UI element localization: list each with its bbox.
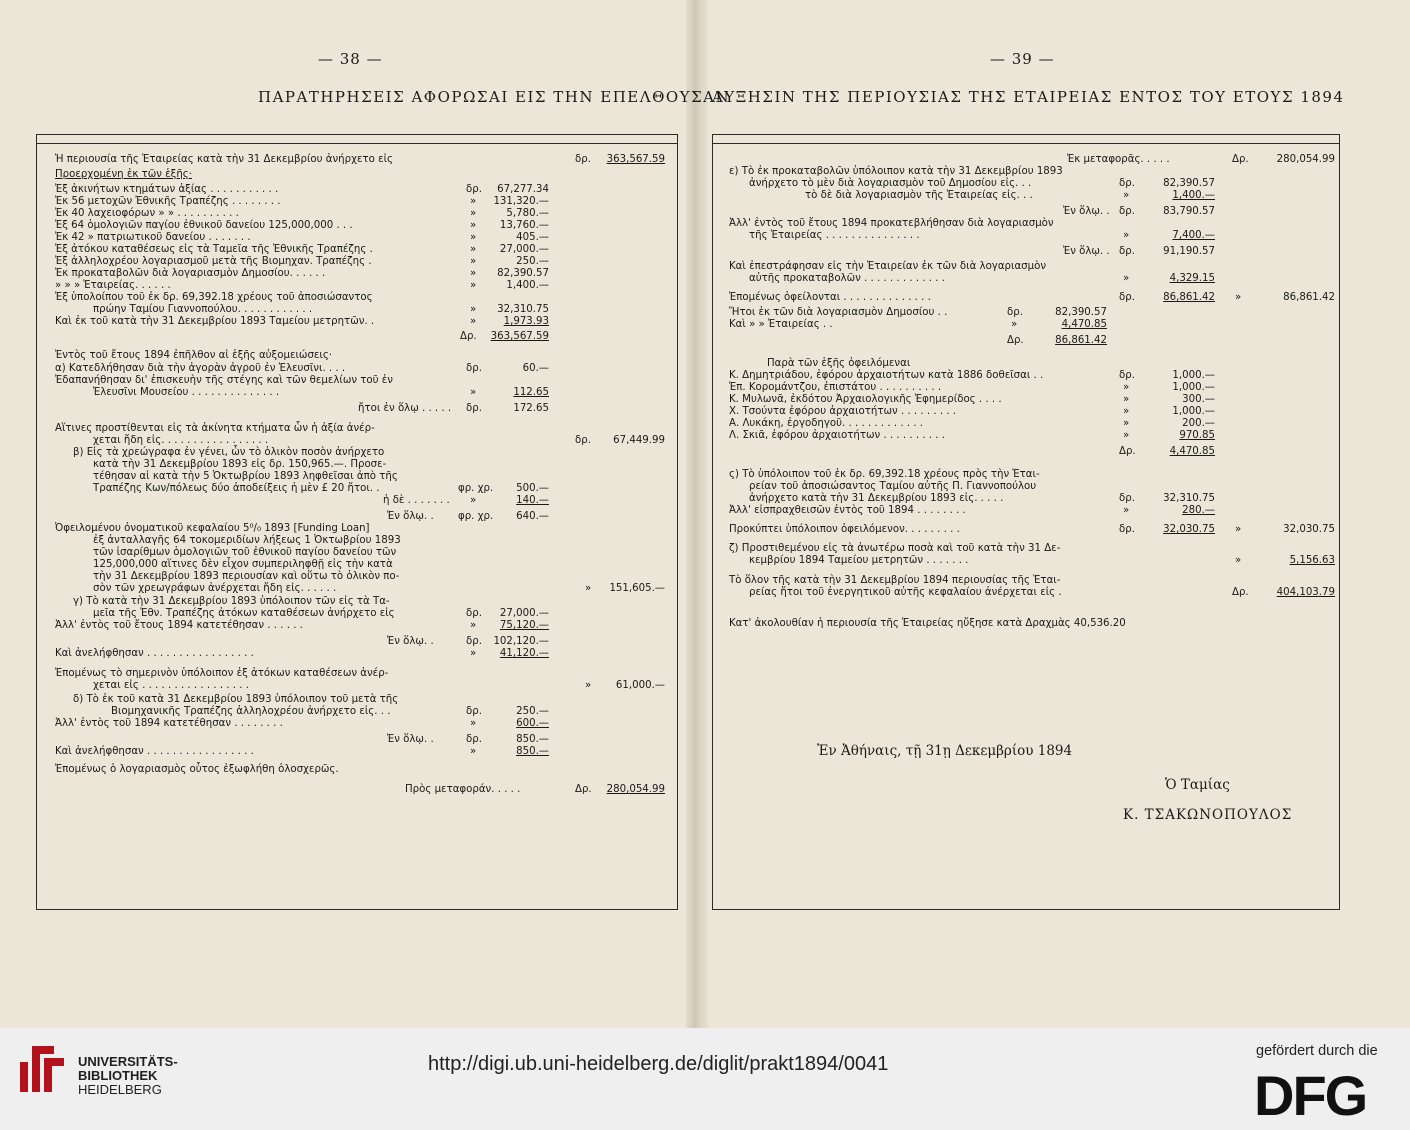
ledger-line-text: Ἐκ 56 μετοχῶν Ἐθνικῆς Τραπέζης . . . . . . . . (55, 196, 281, 207)
ledger-line-text: Ἐξ ὑπολοίπου τοῦ ἐκ δρ. 69,392.18 χρέους τοῦ ἀποσιώσαντος (55, 292, 373, 303)
amount-value: 850.— (516, 734, 549, 745)
ledger-line-text: Ἤτοι ἐκ τῶν διὰ λογαριασμὸν Δημοσίου . . (729, 307, 948, 318)
currency-marker: δρ. (575, 435, 591, 446)
amount-value: 1,000.— (1172, 382, 1215, 393)
ledger-line-text: Ἐπ. Κορομάντζου, ἐπιστάτου . . . . . . . . . . (729, 382, 942, 393)
currency-marker: δρ. (466, 363, 482, 374)
currency-marker: » (470, 268, 477, 279)
ledger-line-text: Ἐκ 40 λαχειοφόρων » » . . . . . . . . . . (55, 208, 239, 219)
library-name (78, 1055, 178, 1097)
ledger-line-text: Ἀλλ' ἐντὸς τοῦ 1894 κατετέθησαν . . . . . . . . (55, 718, 283, 729)
ledger-line-text: πρώην Ταμίου Γιαννοπούλου. . . . . . . . . . . . (93, 304, 313, 315)
amount-value: 300.— (1182, 394, 1215, 405)
currency-marker: δρ. (1119, 246, 1135, 257)
ledger-line-text: ἤτοι ἐν ὅλῳ . . . . . (358, 403, 452, 414)
library-line-3: HEIDELBERG (78, 1082, 162, 1097)
amount-value: 4,470.85 (1061, 319, 1107, 330)
currency-marker: » (470, 620, 477, 631)
currency-marker: δρ. (466, 184, 482, 195)
currency-marker: » (470, 495, 477, 506)
currency-marker: » (470, 746, 477, 757)
amount-value: 86,861.42 (1283, 292, 1335, 303)
right-page-header: ΑΥΞΗΣΙΝ ΤΗΣ ΠΕΡΙΟΥΣΙΑΣ ΤΗΣ ΕΤΑΙΡΕΙΑΣ ΕΝΤΟΣ ΤΟΥ ΕΤΟΥΣ 1894 (712, 88, 1345, 106)
signature-title: Ὁ Ταμίας (1165, 777, 1230, 793)
amount-value: 200.— (1182, 418, 1215, 429)
ledger-line-text: ἀνήρχετο τὸ μὲν διὰ λογαριασμὸν τοῦ Δημοσίου εἰς. . . (749, 178, 1032, 189)
right-ledger-frame (712, 134, 1340, 910)
ledger-line-text: Ἐξ 64 ὁμολογιῶν παγίου ἐθνικοῦ δανείου 125,000,000 . . . (55, 220, 353, 231)
ledger-line-text: Καὶ ἀνελήφθησαν . . . . . . . . . . . . . . . . . (55, 648, 254, 659)
ledger-line-text: ζ) Προστιθεμένου εἰς τὰ ἀνωτέρω ποσὰ καὶ τοῦ κατὰ τὴν 31 Δε- (729, 543, 1061, 554)
ledger-line-text: ἀνήρχετο κατὰ τὴν 31 Δεκεμβρίου 1893 εἰς. . . . . (749, 493, 1004, 504)
currency-marker: δρ. (1119, 292, 1135, 303)
ledger-line-text: χεται ἤδη εἰς. . . . . . . . . . . . . . . . . (93, 435, 269, 446)
currency-marker: Δρ. (575, 784, 592, 795)
currency-marker: » (470, 196, 477, 207)
ledger-line-text: χεται εἰς . . . . . . . . . . . . . . . . . (93, 680, 249, 691)
ledger-line-text: Ἀλλ' ἐντὸς τοῦ ἔτους 1894 κατετέθησαν . . . . . . (55, 620, 303, 631)
currency-marker: » (1235, 292, 1242, 303)
ledger-line-text: ς) Τὸ ὑπόλοιπον τοῦ ἐκ δρ. 69,392.18 χρέους πρὸς τὴν Ἑται- (729, 469, 1040, 480)
ledger-line-text: δ) Τὸ ἐκ τοῦ κατὰ 31 Δεκεμβρίου 1893 ὑπόλοιπον τοῦ μετὰ τῆς (73, 694, 399, 705)
currency-marker: » (585, 680, 592, 691)
amount-value: 500.— (516, 483, 549, 494)
ledger-line-text: Ἐξ ἀτόκου καταθέσεως εἰς τὰ Ταμεῖα τῆς Ἐθνικῆς Τραπέζης . (55, 244, 373, 255)
currency-marker: δρ. (466, 636, 482, 647)
amount-value: 27,000.— (499, 608, 549, 619)
currency-marker: » (1123, 406, 1130, 417)
ledger-line-text: Ἐν ὅλῳ. . (387, 511, 434, 522)
ledger-line-text: ρείαν τοῦ ἀποσιώσαντος Ταμίου αὐτῆς Π. Γιαννοπούλου (749, 481, 1037, 492)
ledger-line-text: Καὶ ἐκ τοῦ κατὰ τὴν 31 Δεκεμβρίου 1893 Ταμείου μετρητῶν. . (55, 316, 375, 327)
amount-value: 67,277.34 (497, 184, 549, 195)
currency-marker: » (1123, 273, 1130, 284)
source-url-link[interactable]: http://digi.ub.uni-heidelberg.de/diglit/prakt1894/0041 (428, 1053, 889, 1075)
currency-marker: » (470, 316, 477, 327)
amount-value: 1,973.93 (503, 316, 549, 327)
university-library-logo (14, 1040, 74, 1100)
left-ledger-content (53, 151, 675, 901)
amount-value: 32,030.75 (1283, 524, 1335, 535)
ledger-line-text: Καὶ ἐπεστράφησαν εἰς τὴν Ἑταιρείαν ἐκ τῶν διὰ λογαριασμὸν (729, 261, 1047, 272)
amount-value: 5,780.— (506, 208, 549, 219)
ledger-line-text: Α. Λυκάκη, ἐργοδηγοῦ. . . . . . . . . . . . . (729, 418, 924, 429)
ledger-line-text: » » » Ἑταιρείας. . . . . . (55, 280, 171, 291)
currency-marker: Δρ. (1232, 154, 1249, 165)
amount-value: 102,120.— (493, 636, 549, 647)
currency-marker: » (470, 256, 477, 267)
currency-marker: » (1235, 555, 1242, 566)
ledger-line-text: Ἡ περιουσία τῆς Ἑταιρείας κατὰ τὴν 31 Δεκεμβρίου ἀνήρχετο εἰς (55, 154, 394, 165)
amount-value: 67,449.99 (613, 435, 665, 446)
currency-marker: » (470, 232, 477, 243)
amount-value: 850.— (516, 746, 549, 757)
currency-marker: δρ. (1119, 493, 1135, 504)
ledger-line-text: Ἐκ προκαταβολῶν διὰ λογαριασμὸν Δημοσίου. . . . . . (55, 268, 326, 279)
ledger-line-text: Παρὰ τῶν ἑξῆς ὀφειλόμεναι (767, 358, 911, 369)
currency-marker: » (470, 208, 477, 219)
currency-marker: δρ. (575, 154, 591, 165)
amount-value: 83,790.57 (1163, 206, 1215, 217)
currency-marker: » (1123, 430, 1130, 441)
ledger-line-text: Κ. Μυλωνᾶ, ἐκδότου Ἀρχαιολογικῆς Ἐφημερίδος . . . . (729, 394, 1002, 405)
currency-marker: δρ. (466, 734, 482, 745)
amount-value: 1,400.— (1172, 190, 1215, 201)
currency-marker: Δρ. (460, 331, 477, 342)
library-line-1: UNIVERSITÄTS- (78, 1054, 178, 1069)
ledger-line-text: τέθησαν αἱ κατὰ τὴν 5 Ὀκτωβρίου 1893 ληφθεῖσαι ἀπὸ τῆς (93, 471, 398, 482)
ledger-line-text: Ἐντὸς τοῦ ἔτους 1894 ἐπῆλθον αἱ ἑξῆς αὐξομειώσεις· (55, 350, 333, 361)
amount-value: 363,567.59 (490, 331, 549, 342)
currency-marker: » (1123, 230, 1130, 241)
currency-marker: » (470, 220, 477, 231)
ledger-line-text: Ἐν ὅλῳ. . (387, 734, 434, 745)
ledger-line-text: Ἐδαπανήθησαν δι' ἐπισκευὴν τῆς στέγης καὶ τῶν θεμελίων τοῦ ἐν (55, 375, 393, 386)
amount-value: 405.— (516, 232, 549, 243)
ledger-line-text: Ἐπομένως ὁ λογαριασμὸς οὗτος ἐξωφλήθη ὁλοσχερῶς. (55, 764, 339, 775)
right-page-number: — 39 — (990, 50, 1055, 68)
currency-marker: » (1123, 394, 1130, 405)
ledger-line-text: Ἐξ ἀκινήτων κτημάτων ἀξίας . . . . . . . . . . . (55, 184, 279, 195)
currency-marker: » (1123, 382, 1130, 393)
left-frame-inner-rule (37, 143, 677, 144)
currency-marker: » (1235, 524, 1242, 535)
amount-value: 5,156.63 (1289, 555, 1335, 566)
ledger-line-text: Ἐν ὅλῳ. . (387, 636, 434, 647)
amount-value: 250.— (516, 706, 549, 717)
ledger-line-text: Ἐν ὅλῳ. . (1063, 246, 1110, 257)
amount-value: 404,103.79 (1276, 587, 1335, 598)
ledger-line-text: Αἵτινες προστίθενται εἰς τὰ ἀκίνητα κτήματα ὧν ἡ ἀξία ἀνέρ- (55, 423, 375, 434)
ledger-line-text: Ἐκ 42 » πατριωτικοῦ δανείου . . . . . . . (55, 232, 251, 243)
ledger-line-text: Ἐπομένως ὀφείλονται . . . . . . . . . . . . . . (729, 292, 931, 303)
left-page-header: ΠΑΡΑΤΗΡΗΣΕΙΣ ΑΦΟΡΩΣΑΙ ΕΙΣ ΤΗΝ ΕΠΕΛΘΟΥΣΑΝ (258, 88, 731, 106)
ledger-line-text: Λ. Σκιᾶ, ἐφόρου ἀρχαιοτήτων . . . . . . . . . . (729, 430, 945, 441)
currency-marker: » (585, 583, 592, 594)
amount-value: 41,120.— (499, 648, 549, 659)
currency-marker: δρ. (1007, 307, 1023, 318)
amount-value: 60.— (522, 363, 549, 374)
ledger-line-text: α) Κατεδλήθησαν διὰ τὴν ἀγορὰν ἀγροῦ ἐν Ἐλευσῖνι. . . . (55, 363, 346, 374)
ledger-line-text: κεμβρίου 1894 Ταμείου μετρητῶν . . . . . . . (749, 555, 969, 566)
currency-marker: φρ. χρ. (458, 483, 494, 494)
amount-value: 151,605.— (609, 583, 665, 594)
currency-marker: » (1123, 418, 1130, 429)
currency-marker: » (1123, 190, 1130, 201)
amount-value: 640.— (516, 511, 549, 522)
ledger-line-text: τῶν ἰσαρίθμων ὁμολογιῶν τοῦ ἐθνικοῦ παγίου δανείου τῶν (93, 547, 397, 558)
ledger-line-text: Βιομηχανικῆς Τραπέζης ἀλληλοχρέου ἀνήρχετο εἰς. . . (111, 706, 391, 717)
amount-value: 280.— (1182, 505, 1215, 516)
dfg-logo: DFG (1254, 1064, 1367, 1127)
ledger-line-text: Ὀφειλομένου ὀνοματικοῦ κεφαλαίου 5⁰/₀ 1893 [Funding Loan] (55, 523, 370, 534)
amount-value: 1,000.— (1172, 370, 1215, 381)
ledger-line-text: Τὸ ὅλον τῆς κατὰ τὴν 31 Δεκεμβρίου 1894 περιουσίας τῆς Ἑται- (729, 575, 1061, 586)
currency-marker: » (1011, 319, 1018, 330)
ledger-line-text: Κατ' ἀκολουθίαν ἡ περιουσία τῆς Ἑταιρείας ηὔξησε κατὰ Δραχμὰς 40,536.20 (729, 618, 1126, 629)
amount-value: 140.— (516, 495, 549, 506)
amount-value: 91,190.57 (1163, 246, 1215, 257)
amount-value: 970.85 (1179, 430, 1215, 441)
ledger-line-text: Ἐξ ἀλληλοχρέου λογαριασμοῦ μετὰ τῆς Βιομηχαν. Τραπέζης . (55, 256, 372, 267)
currency-marker: » (470, 718, 477, 729)
currency-marker: » (470, 648, 477, 659)
amount-value: 32,310.75 (1163, 493, 1215, 504)
amount-value: 13,760.— (499, 220, 549, 231)
currency-marker: δρ. (1119, 370, 1135, 381)
currency-marker: » (470, 280, 477, 291)
currency-marker: Δρ. (1119, 446, 1136, 457)
amount-value: 4,329.15 (1169, 273, 1215, 284)
ledger-line-text: Καὶ » » Ἑταιρείας . . (729, 319, 833, 330)
ledger-line-text: τὸ δὲ διὰ λογαριασμὸν τῆς Ἑταιρείας εἰς. . . (805, 190, 1033, 201)
ledger-line-text: αὐτῆς προκαταβολῶν . . . . . . . . . . . . . (749, 273, 945, 284)
amount-value: 32,030.75 (1163, 524, 1215, 535)
ledger-line-text: Ἐν ὅλῳ. . (1063, 206, 1110, 217)
ledger-line-text: Προερχομένη ἐκ τῶν ἑξῆς· (55, 169, 193, 180)
ledger-line-text: ε) Τὸ ἐκ προκαταβολῶν ὑπόλοιπον κατὰ τὴν 31 Δεκεμβρίου 1893 (729, 166, 1063, 177)
amount-value: 363,567.59 (606, 154, 665, 165)
amount-value: 280,054.99 (606, 784, 665, 795)
amount-value: 250.— (516, 256, 549, 267)
date-line: Ἐν Ἀθήναις, τῇ 31ῃ Δεκεμβρίου 1894 (817, 743, 1073, 759)
ledger-line-text: Χ. Τσούντα ἐφόρου ἀρχαιοτήτων . . . . . . . . . (729, 406, 957, 417)
amount-value: 131,320.— (493, 196, 549, 207)
amount-value: 75,120.— (499, 620, 549, 631)
ledger-line-text: Ἐλευσῖνι Μουσείου . . . . . . . . . . . . . . (93, 387, 280, 398)
ledger-line-text: Ἀλλ' εἰσπραχθεισῶν ἐντὸς τοῦ 1894 . . . . . . . . (729, 505, 966, 516)
ledger-line-text: Προκύπτει ὑπόλοιπον ὀφειλόμενον. . . . . . . . . (729, 524, 960, 535)
book-gutter (686, 0, 708, 1028)
currency-marker: δρ. (1119, 178, 1135, 189)
ledger-line-text: β) Εἰς τὰ χρεώγραφα ἐν γένει, ὧν τὸ ὁλικὸν ποσὸν ἀνήρχετο (73, 447, 385, 458)
currency-marker: φρ. χρ. (458, 511, 494, 522)
amount-value: 86,861.42 (1055, 335, 1107, 346)
currency-marker: δρ. (466, 706, 482, 717)
ledger-line-text: τῆς Ἑταιρείας . . . . . . . . . . . . . . . (749, 230, 920, 241)
ledger-line-text: Πρὸς μεταφοράν. . . . . (405, 784, 521, 795)
currency-marker: δρ. (466, 403, 482, 414)
amount-value: 32,310.75 (497, 304, 549, 315)
funded-by-text: gefördert durch die (1256, 1043, 1378, 1059)
right-ledger-content (727, 151, 1337, 901)
amount-value: 86,861.42 (1163, 292, 1215, 303)
currency-marker: δρ. (1119, 206, 1135, 217)
ledger-line-text: σὸν τῶν χρεωγράφων ἀνέρχεται ἤδη εἰς. . . . . . (93, 583, 337, 594)
ledger-line-text: ἐξ ἀνταλλαγῆς 64 τοκομεριδίων λήξεως 1 Ὀκτωβρίου 1893 (93, 535, 401, 546)
ledger-line-text: μεῖα τῆς Ἐθν. Τραπέζης ἀτόκων καταθέσεων ἀνήρχετο εἰς (93, 608, 395, 619)
currency-marker: δρ. (466, 608, 482, 619)
currency-marker: » (470, 244, 477, 255)
ledger-line-text: τὴν 31 Δεκεμβρίου 1893 περιουσίαν καὶ οὕτω τὸ ὁλικὸν πο- (93, 571, 400, 582)
amount-value: 82,390.57 (1163, 178, 1215, 189)
ledger-line-text: γ) Τὸ κατὰ τὴν 31 Δεκεμβρίου 1893 ὑπόλοιπον τῶν εἰς τὰ Τα- (73, 596, 390, 607)
currency-marker: » (470, 304, 477, 315)
ledger-line-text: 125,000,000 αἵτινες δὲν εἶχον συμπεριληφθῇ εἰς τὴν κατὰ (93, 559, 393, 570)
ledger-line-text: κατὰ τὴν 31 Δεκεμβρίου 1893 εἰς δρ. 150,965.—. Προσε- (93, 459, 387, 470)
currency-marker: » (470, 387, 477, 398)
amount-value: 280,054.99 (1276, 154, 1335, 165)
left-ledger-frame (36, 134, 678, 910)
signature-name: Κ. ΤΣΑΚΩΝΟΠΟΥΛΟΣ (1123, 807, 1293, 823)
amount-value: 82,390.57 (1055, 307, 1107, 318)
amount-value: 82,390.57 (497, 268, 549, 279)
ledger-line-text: Τραπέζης Κων/πόλεως δύο ἀποδείξεις ἡ μὲν £ 20 ἤτοι. . (93, 483, 380, 494)
footer-bar (0, 1028, 1410, 1130)
amount-value: 7,400.— (1172, 230, 1215, 241)
currency-marker: δρ. (1119, 524, 1135, 535)
currency-marker: » (1123, 505, 1130, 516)
currency-marker: Δρ. (1007, 335, 1024, 346)
ledger-line-text: Κ. Δημητριάδου, ἐφόρου ἀρχαιοτήτων κατὰ 1886 δοθεῖσαι . . (729, 370, 1044, 381)
amount-value: 4,470.85 (1169, 446, 1215, 457)
amount-value: 112.65 (513, 387, 549, 398)
amount-value: 172.65 (513, 403, 549, 414)
ledger-line-text: ἡ δὲ . . . . . . . (383, 495, 450, 506)
library-line-2: BIBLIOTHEK (78, 1068, 158, 1083)
ledger-line-text: Ἐκ μεταφορᾶς. . . . . (1067, 154, 1170, 165)
right-frame-inner-rule (713, 143, 1339, 144)
ledger-line-text: Ἐπομένως τὸ σημερινὸν ὑπόλοιπον ἐξ ἀτόκων καταθέσεων ἀνέρ- (55, 668, 389, 679)
ledger-line-text: Ἀλλ' ἐντὸς τοῦ ἔτους 1894 προκατεβλήθησαν διὰ λογαριασμὸν (729, 218, 1054, 229)
amount-value: 1,000.— (1172, 406, 1215, 417)
currency-marker: Δρ. (1232, 587, 1249, 598)
amount-value: 600.— (516, 718, 549, 729)
amount-value: 1,400.— (506, 280, 549, 291)
ledger-line-text: Καὶ ἀνελήφθησαν . . . . . . . . . . . . . . . . . (55, 746, 254, 757)
left-page-number: — 38 — (318, 50, 383, 68)
amount-value: 61,000.— (615, 680, 665, 691)
amount-value: 27,000.— (499, 244, 549, 255)
ledger-line-text: ρείας ἤτοι τοῦ ἐνεργητικοῦ αὐτῆς κεφαλαίου ἀνέρχεται εἰς . (749, 587, 1062, 598)
